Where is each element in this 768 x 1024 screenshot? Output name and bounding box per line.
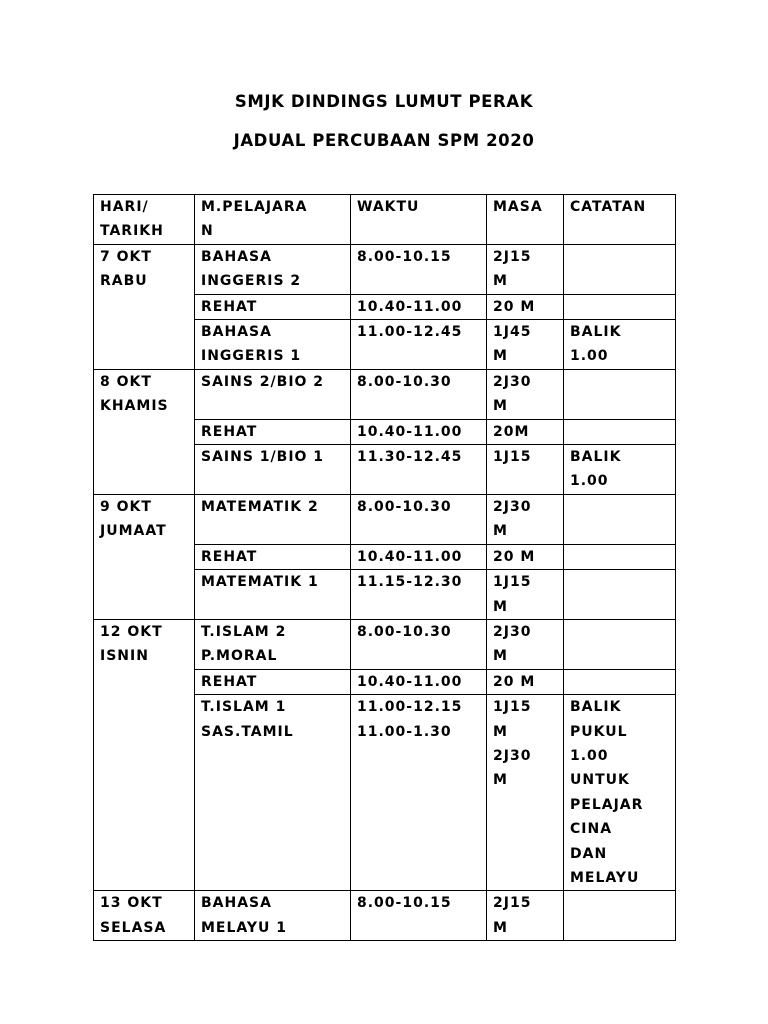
duration-cell — [487, 544, 564, 569]
duration-cell — [487, 419, 564, 444]
cell-line: 11.15-12.30 — [357, 574, 463, 591]
cell-line: 8.00-10.30 — [357, 498, 452, 515]
subject-cell — [195, 544, 351, 569]
notes-cell — [564, 619, 676, 669]
notes-cell — [564, 544, 676, 569]
school-name-title: SMJK DINDINGS LUMUT PERAK — [234, 92, 534, 111]
cell-line: 2J30 — [493, 623, 532, 640]
notes-cell — [564, 244, 676, 294]
cell-line: M — [493, 919, 508, 936]
cell-line: 7 OKT — [100, 248, 152, 265]
notes-cell — [564, 445, 676, 495]
duration-cell — [487, 619, 564, 669]
cell-line: M — [493, 772, 508, 789]
table-row — [94, 891, 676, 941]
cell-line: KHAMIS — [100, 398, 169, 415]
duration-cell — [487, 570, 564, 620]
duration-cell — [487, 891, 564, 941]
time-cell — [351, 419, 487, 444]
cell-line: M — [493, 398, 508, 415]
time-cell — [351, 570, 487, 620]
duration-cell — [487, 294, 564, 319]
cell-line: 20 M — [493, 298, 536, 315]
cell-line: DAN — [570, 845, 608, 862]
cell-line: 20 M — [493, 673, 536, 690]
cell-line: 2J15 — [493, 248, 532, 265]
cell-line: PELAJAR — [570, 796, 644, 813]
time-cell — [351, 891, 487, 941]
cell-line: SELASA — [100, 919, 167, 936]
cell-line: BALIK — [570, 324, 622, 341]
cell-line: 8 OKT — [100, 373, 152, 390]
day-date-cell — [94, 494, 195, 619]
time-cell — [351, 494, 487, 544]
cell-line: T.ISLAM 2 — [201, 623, 287, 640]
cell-line: T.ISLAM 1 — [201, 699, 287, 716]
cell-line: 8.00-10.30 — [357, 623, 452, 640]
cell-line: 11.30-12.45 — [357, 449, 463, 466]
cell-line: 11.00-1.30 — [357, 723, 452, 740]
cell-line: 2J30 — [493, 747, 532, 764]
subject-cell — [195, 320, 351, 370]
cell-line: 1.00 — [570, 473, 609, 490]
cell-line: ISNIN — [100, 648, 149, 665]
cell-line: 9 OKT — [100, 498, 152, 515]
cell-line: MELAYU — [570, 869, 640, 886]
cell-line: 20 M — [493, 548, 536, 565]
cell-line: UNTUK — [570, 772, 630, 789]
notes-cell — [564, 294, 676, 319]
cell-line: 10.40-11.00 — [357, 298, 463, 315]
column-header-notes — [564, 195, 676, 245]
cell-line: WAKTU — [357, 199, 420, 215]
table-row — [94, 244, 676, 294]
subject-cell — [195, 494, 351, 544]
cell-line: BAHASA — [201, 324, 272, 341]
subject-cell — [195, 369, 351, 419]
column-header-duration — [487, 195, 564, 245]
subject-cell — [195, 244, 351, 294]
time-cell — [351, 695, 487, 891]
cell-line: 1J45 — [493, 324, 532, 341]
notes-cell — [564, 695, 676, 891]
subject-cell — [195, 669, 351, 694]
column-header-day — [94, 195, 195, 245]
cell-line: CATATAN — [570, 199, 647, 215]
table-row — [94, 619, 676, 669]
cell-line: RABU — [100, 273, 148, 290]
cell-line: M — [493, 348, 508, 365]
schedule-table-body — [94, 195, 676, 941]
exam-schedule-table — [93, 194, 676, 941]
cell-line: BAHASA — [201, 895, 272, 912]
cell-line: MASA — [493, 199, 543, 215]
cell-line: P.MORAL — [201, 648, 278, 665]
cell-line: 1J15 — [493, 699, 532, 716]
cell-line: MELAYU 1 — [201, 919, 288, 936]
cell-line: REHAT — [201, 298, 258, 315]
notes-cell — [564, 669, 676, 694]
time-cell — [351, 619, 487, 669]
time-cell — [351, 294, 487, 319]
duration-cell — [487, 244, 564, 294]
subject-cell — [195, 570, 351, 620]
duration-cell — [487, 669, 564, 694]
cell-line: M — [493, 523, 508, 540]
day-date-cell — [94, 244, 195, 369]
time-cell — [351, 445, 487, 495]
cell-line: SAS.TAMIL — [201, 723, 294, 740]
subject-cell — [195, 695, 351, 891]
table-row — [94, 369, 676, 419]
cell-line: 11.00-12.15 — [357, 699, 463, 716]
subject-cell — [195, 891, 351, 941]
cell-line: 8.00-10.30 — [357, 373, 452, 390]
cell-line: M — [493, 648, 508, 665]
cell-line: 1.00 — [570, 348, 609, 365]
notes-cell — [564, 320, 676, 370]
duration-cell — [487, 494, 564, 544]
cell-line: INGGERIS 2 — [201, 273, 302, 290]
time-cell — [351, 320, 487, 370]
subject-cell — [195, 294, 351, 319]
cell-line: BALIK — [570, 699, 622, 716]
header-row — [94, 195, 676, 245]
cell-line: 10.40-11.00 — [357, 673, 463, 690]
cell-line: 2J15 — [493, 895, 532, 912]
column-header-time — [351, 195, 487, 245]
day-date-cell — [94, 369, 195, 494]
cell-line: SAINS 1/BIO 1 — [201, 449, 325, 466]
cell-line: 10.40-11.00 — [357, 548, 463, 565]
cell-line: BAHASA — [201, 248, 272, 265]
cell-line: N — [201, 223, 214, 240]
cell-line: 1J15 — [493, 574, 532, 591]
cell-line: REHAT — [201, 548, 258, 565]
cell-line: MATEMATIK 2 — [201, 498, 319, 515]
cell-line: TARIKH — [100, 223, 164, 240]
cell-line: REHAT — [201, 423, 258, 440]
cell-line: M.PELAJARA — [201, 199, 308, 215]
subject-cell — [195, 419, 351, 444]
cell-line: 11.00-12.45 — [357, 324, 463, 341]
exam-schedule-title: JADUAL PERCUBAAN SPM 2020 — [233, 131, 535, 150]
time-cell — [351, 244, 487, 294]
cell-line: INGGERIS 1 — [201, 348, 302, 365]
notes-cell — [564, 891, 676, 941]
cell-line: CINA — [570, 821, 613, 838]
time-cell — [351, 369, 487, 419]
cell-line: PUKUL — [570, 723, 628, 740]
table-row — [94, 494, 676, 544]
cell-line: JUMAAT — [100, 523, 167, 540]
cell-line: MATEMATIK 1 — [201, 574, 319, 591]
cell-line: 12 OKT — [100, 623, 163, 640]
duration-cell — [487, 369, 564, 419]
duration-cell — [487, 445, 564, 495]
cell-line: M — [493, 723, 508, 740]
notes-cell — [564, 494, 676, 544]
duration-cell — [487, 695, 564, 891]
cell-line: REHAT — [201, 673, 258, 690]
subject-cell — [195, 619, 351, 669]
cell-line: HARI/ — [100, 199, 149, 215]
cell-line: 8.00-10.15 — [357, 895, 452, 912]
notes-cell — [564, 419, 676, 444]
cell-line: 10.40-11.00 — [357, 423, 463, 440]
cell-line: 2J30 — [493, 373, 532, 390]
day-date-cell — [94, 619, 195, 890]
cell-line: 1.00 — [570, 747, 609, 764]
cell-line: 8.00-10.15 — [357, 248, 452, 265]
subject-cell — [195, 445, 351, 495]
cell-line: SAINS 2/BIO 2 — [201, 373, 325, 390]
cell-line: 20M — [493, 423, 530, 440]
cell-line: 2J30 — [493, 498, 532, 515]
time-cell — [351, 544, 487, 569]
cell-line: 1J15 — [493, 449, 532, 466]
notes-cell — [564, 369, 676, 419]
cell-line: M — [493, 598, 508, 615]
duration-cell — [487, 320, 564, 370]
cell-line: M — [493, 273, 508, 290]
notes-cell — [564, 570, 676, 620]
column-header-subject — [195, 195, 351, 245]
cell-line: 13 OKT — [100, 895, 163, 912]
time-cell — [351, 669, 487, 694]
cell-line: BALIK — [570, 449, 622, 466]
day-date-cell — [94, 891, 195, 941]
